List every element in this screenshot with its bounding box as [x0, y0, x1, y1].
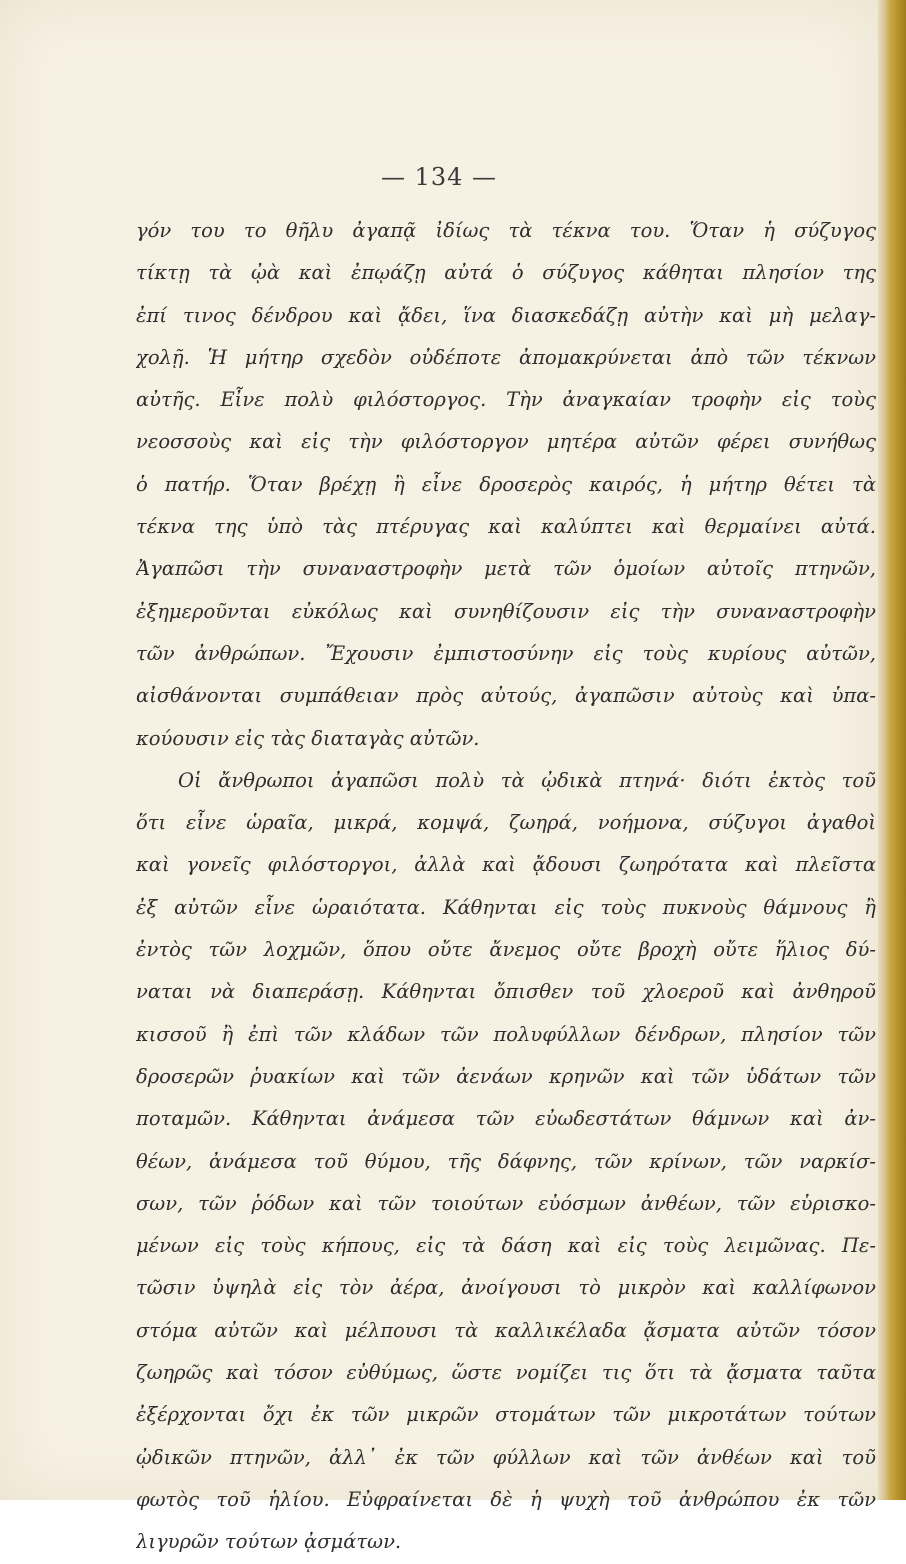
- text-line: τίκτῃ τὰ ᾠὰ καὶ ἐπῳάζῃ αὐτά ὁ σύζυγος κάθηται πλησίον της: [136, 261, 876, 285]
- paragraph-1: [136, 210, 876, 760]
- text-line: χολῇ. Ἡ μήτηρ σχεδὸν οὐδέποτε ἀπομακρύνεται ἀπὸ τῶν τέκνων: [136, 345, 876, 369]
- text-line: κούουσιν εἰς τὰς διαταγὰς αὐτῶν.: [136, 726, 480, 750]
- text-line: τῶσιν ὑψηλὰ εἰς τὸν ἀέρα, ἀνοίγουσι τὸ μικρὸν καὶ καλλίφωνον: [136, 1276, 876, 1300]
- text-line: τέκνα της ὑπὸ τὰς πτέρυγας καὶ καλύπτει καὶ θερμαίνει αὐτά.: [136, 515, 876, 539]
- page-number: — 134 —: [380, 163, 498, 191]
- text-line: στόμα αὐτῶν καὶ μέλπουσι τὰ καλλικέλαδα ᾄσματα αὐτῶν τόσον: [136, 1318, 876, 1342]
- text-line: ποταμῶν. Κάθηνται ἀνάμεσα τῶν εὐωδεστάτων θάμνων καὶ ἀν-: [136, 1107, 876, 1131]
- text-line: δροσερῶν ῥυακίων καὶ τῶν ἀενάων κρηνῶν καὶ τῶν ὑδάτων τῶν: [136, 1064, 876, 1088]
- text-line: Ἀγαπῶσι τὴν συναναστροφὴν μετὰ τῶν ὁμοίων αὐτοῖς πτηνῶν,: [136, 557, 876, 581]
- body-text: [136, 210, 876, 1564]
- text-line: ἐξ αὐτῶν εἶνε ὡραιότατα. Κάθηνται εἰς τοὺς πυκνοὺς θάμνους ἢ: [136, 895, 876, 919]
- text-line: νεοσσοὺς καὶ εἰς τὴν φιλόστοργον μητέρα αὐτῶν φέρει συνήθως: [136, 430, 876, 454]
- text-line: καὶ γονεῖς φιλόστοργοι, ἀλλὰ καὶ ᾄδουσι ζωηρότατα καὶ πλεῖστα: [136, 853, 876, 877]
- text-line: αὐτῆς. Εἶνε πολὺ φιλόστοργος. Τὴν ἀναγκαίαν τροφὴν εἰς τοὺς: [136, 388, 876, 412]
- text-line: τῶν ἀνθρώπων. Ἔχουσιν ἐμπιστοσύνην εἰς τοὺς κυρίους αὐτῶν,: [136, 641, 876, 665]
- text-line: σων, τῶν ῥόδων καὶ τῶν τοιούτων εὐόσμων ἀνθέων, τῶν εὑρισκο-: [136, 1191, 876, 1215]
- text-line: ἐξέρχονται ὄχι ἐκ τῶν μικρῶν στομάτων τῶν μικροτάτων τούτων: [136, 1403, 876, 1427]
- text-line: ἐντὸς τῶν λοχμῶν, ὅπου οὔτε ἄνεμος οὔτε βροχὴ οὔτε ἥλιος δύ-: [136, 938, 876, 962]
- text-line: θέων, ἀνάμεσα τοῦ θύμου, τῆς δάφνης, τῶν κρίνων, τῶν ναρκίσ-: [136, 1149, 876, 1173]
- text-line: ναται νὰ διαπεράσῃ. Κάθηνται ὄπισθεν τοῦ χλοεροῦ καὶ ἀνθηροῦ: [136, 980, 876, 1004]
- text-line: λιγυρῶν τούτων ᾀσμάτων.: [136, 1530, 402, 1554]
- text-line: φωτὸς τοῦ ἡλίου. Εὐφραίνεται δὲ ἡ ψυχὴ τοῦ ἀνθρώπου ἐκ τῶν: [136, 1487, 876, 1511]
- text-line: αἰσθάνονται συμπάθειαν πρὸς αὐτούς, ἀγαπῶσιν αὐτοὺς καὶ ὑπα-: [136, 684, 876, 708]
- text-line: μένων εἰς τοὺς κήπους, εἰς τὰ δάση καὶ εἰς τοὺς λειμῶνας. Πε-: [136, 1234, 876, 1258]
- text-line: ὁ πατήρ. Ὅταν βρέχῃ ἢ εἶνε δροσερὸς καιρός, ἡ μήτηρ θέτει τὰ: [136, 472, 876, 496]
- text-line: ἐξημεροῦνται εὐκόλως καὶ συνηθίζουσιν εἰς τὴν συναναστροφὴν: [136, 599, 876, 623]
- text-line: ὅτι εἶνε ὡραῖα, μικρά, κομψά, ζωηρά, νοήμονα, σύζυγοι ἀγαθοὶ: [136, 811, 876, 835]
- text-line: ζωηρῶς καὶ τόσον εὐθύμως, ὥστε νομίζει τις ὅτι τὰ ᾄσματα ταῦτα: [136, 1361, 876, 1385]
- text-line: κισσοῦ ἢ ἐπὶ τῶν κλάδων τῶν πολυφύλλων δένδρων, πλησίον τῶν: [136, 1022, 876, 1046]
- text-line: ἐπί τινος δένδρου καὶ ᾄδει, ἵνα διασκεδάζῃ αὐτὴν καὶ μὴ μελαγ-: [136, 303, 876, 327]
- text-line: Οἱ ἄνθρωποι ἀγαπῶσι πολὺ τὰ ᾠδικὰ πτηνά· διότι ἐκτὸς τοῦ: [178, 768, 876, 792]
- paragraph-2: [136, 760, 876, 1564]
- text-line: ᾠδικῶν πτηνῶν, ἀλλ᾽ ἐκ τῶν φύλλων καὶ τῶν ἀνθέων καὶ τοῦ: [136, 1445, 876, 1469]
- text-line: γόν του το θῆλυ ἀγαπᾷ ἰδίως τὰ τέκνα του. Ὅταν ἡ σύζυγος: [136, 219, 876, 242]
- gilded-page-edge: [878, 0, 906, 1500]
